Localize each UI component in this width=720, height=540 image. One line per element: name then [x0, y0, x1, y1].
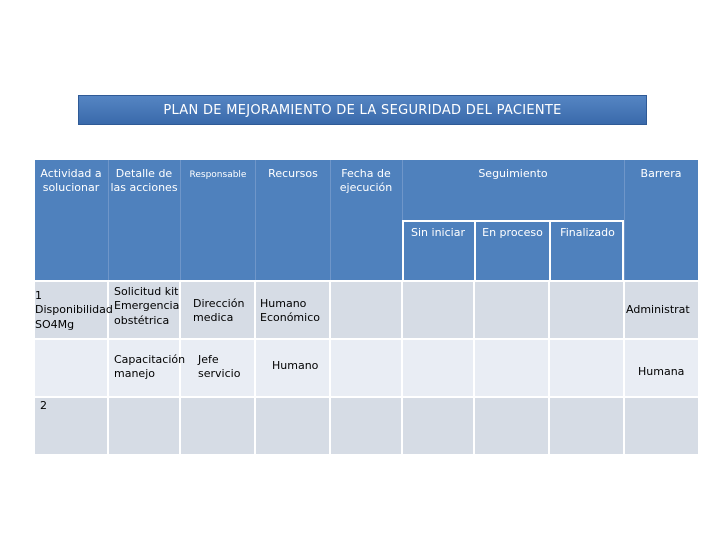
- header-divider: [330, 160, 331, 280]
- header-en-proceso: En proceso: [482, 226, 543, 239]
- header-fecha-2: ejecución: [339, 181, 393, 194]
- row3-sin-iniciar: [403, 398, 473, 454]
- row1-en-proceso: [475, 282, 548, 338]
- r1-recursos-1: Humano: [260, 297, 307, 310]
- header-divider: [108, 160, 109, 280]
- row2-fecha: [331, 340, 401, 396]
- row3-recursos: [256, 398, 329, 454]
- row2-actividad: [35, 340, 107, 396]
- header-fecha-1: Fecha de: [341, 167, 391, 180]
- row1-finalizado: [550, 282, 623, 338]
- header-divider: [624, 160, 625, 280]
- row1-sin-iniciar: [403, 282, 473, 338]
- row2-en-proceso: [475, 340, 548, 396]
- r1-actividad-3: SO4Mg: [35, 318, 75, 331]
- header-recursos: Recursos: [268, 167, 318, 180]
- plan-title: PLAN DE MEJORAMIENTO DE LA SEGURIDAD DEL PACIENTE: [78, 95, 647, 125]
- header-actividad-1: Actividad a: [40, 167, 102, 180]
- r1-actividad-1: 1: [35, 289, 42, 302]
- header-detalle-2: las acciones: [110, 181, 178, 194]
- header-finalizado: Finalizado: [560, 226, 615, 239]
- header-responsable: Responsable: [189, 170, 247, 180]
- r2-recursos: Humano: [272, 359, 319, 372]
- header-seguimiento: Seguimiento: [478, 167, 548, 180]
- r2-barrera: Humana: [638, 365, 685, 378]
- header-detalle-1: Detalle de: [115, 167, 173, 180]
- row3-fecha: [331, 398, 401, 454]
- r1-detalle-3: obstétrica: [114, 314, 170, 327]
- header-actividad-2: solucionar: [42, 181, 100, 194]
- header-sin-iniciar: Sin iniciar: [411, 226, 465, 239]
- row1-fecha: [331, 282, 401, 338]
- r2-detalle-2: manejo: [114, 367, 155, 380]
- row3-responsable: [181, 398, 254, 454]
- r1-responsable-1: Dirección: [193, 297, 245, 310]
- r2-responsable-1: Jefe: [198, 353, 219, 366]
- r1-barrera: Administrat: [626, 303, 690, 316]
- row3-finalizado: [550, 398, 623, 454]
- r1-responsable-2: medica: [193, 311, 234, 324]
- header-barrera: Barrera: [640, 167, 682, 180]
- r1-recursos-2: Económico: [260, 311, 320, 324]
- header-divider: [180, 160, 181, 280]
- row2-finalizado: [550, 340, 623, 396]
- row3-barrera: [625, 398, 698, 454]
- header-divider: [255, 160, 256, 280]
- r3-actividad: 2: [40, 399, 47, 412]
- r2-responsable-2: servicio: [198, 367, 241, 380]
- row3-detalle: [109, 398, 179, 454]
- r1-detalle-1: Solicitud kit: [114, 285, 179, 298]
- r1-actividad-2: Disponibilidad: [35, 303, 113, 316]
- row2-sin-iniciar: [403, 340, 473, 396]
- row3-en-proceso: [475, 398, 548, 454]
- r2-detalle-1: Capacitación: [114, 353, 186, 366]
- r1-detalle-2: Emergencia: [114, 299, 180, 312]
